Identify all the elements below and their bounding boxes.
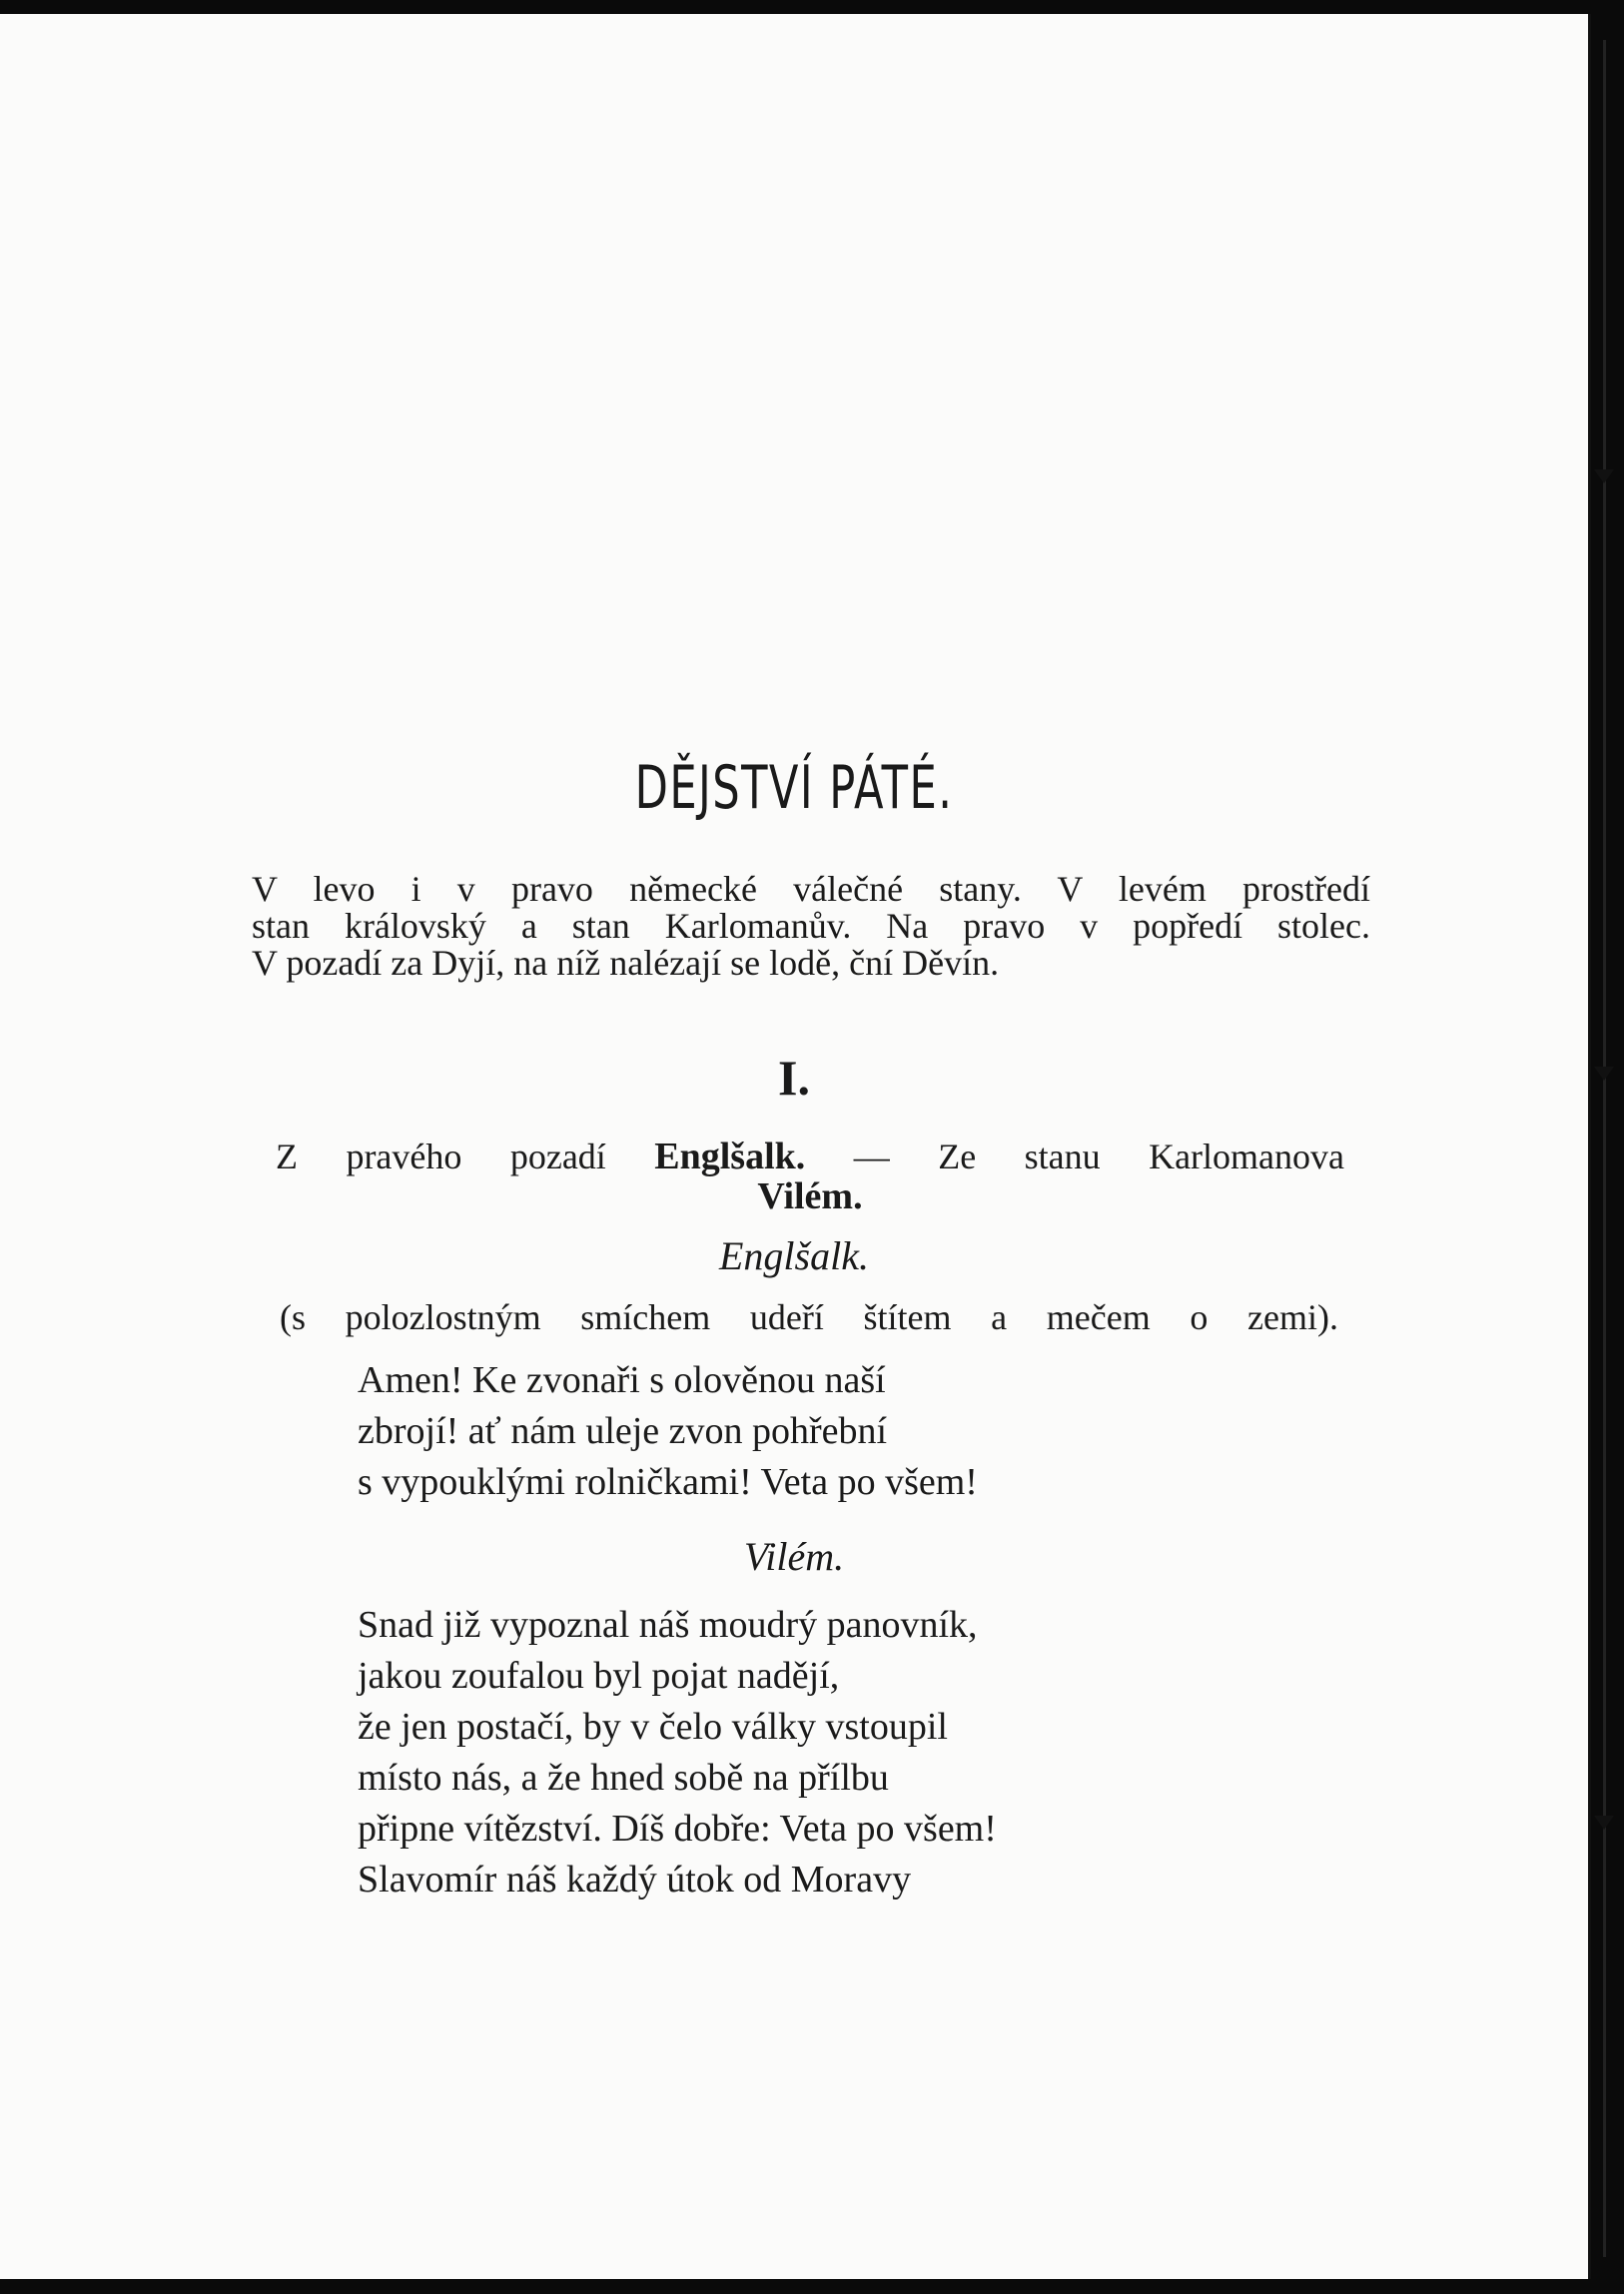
speaker-name: Englšalk. xyxy=(719,1233,869,1278)
entry-text: Z pravého pozadí xyxy=(276,1137,606,1176)
scene-number: I. xyxy=(778,1050,810,1106)
edge-marker-1 xyxy=(1594,469,1614,483)
verse-line: Amen! Ke zvonaři s olověnou naší xyxy=(358,1359,886,1401)
entry-character-name: Vilém. xyxy=(757,1175,863,1217)
stage-direction xyxy=(252,871,1370,982)
speech-verse xyxy=(358,1600,997,1906)
verse-line: místo nás, a že hned sobě na přílbu xyxy=(358,1757,889,1799)
speech-verse xyxy=(358,1355,978,1508)
entry-text: — Ze stanu Karlomanova xyxy=(853,1137,1344,1176)
act-title: DĚJSTVÍ PÁTÉ. xyxy=(634,753,954,823)
entry-character-name: Englšalk. xyxy=(654,1136,806,1177)
verse-line: že jen postačí, by v čelo války vstoupil xyxy=(358,1706,948,1748)
entry-line xyxy=(276,1137,1344,1176)
speaker-name: Vilém. xyxy=(743,1534,845,1579)
edge-marker-2 xyxy=(1594,1067,1614,1081)
verse-line: Snad již vypoznal náš moudrý panovník, xyxy=(358,1604,978,1646)
verse-line: jakou zoufalou byl pojat nadějí, xyxy=(358,1655,840,1697)
verse-line: Slavomír náš každý útok od Moravy xyxy=(358,1859,912,1901)
stage-direction-line: stan královský a stan Karlomanův. Na pravo v popředí stolec. xyxy=(252,906,1370,946)
verse-line: zbrojí! ať nám uleje zvon pohřební xyxy=(358,1410,888,1452)
page-edge-rule xyxy=(1603,40,1606,2257)
speech-direction: (s polozlostným smíchem udeří štítem a mečem o zemi). xyxy=(280,1297,1338,1337)
entry-direction xyxy=(276,1137,1344,1216)
stage-direction-line: V levo i v pravo německé válečné stany. V levém prostředí xyxy=(252,869,1370,909)
edge-marker-3 xyxy=(1594,1816,1614,1830)
verse-line: připne vítězství. Díš dobře: Veta po všem! xyxy=(358,1808,997,1850)
verse-line: s vypouklými rolničkami! Veta po všem! xyxy=(358,1461,978,1503)
stage-direction-line: V pozadí za Dyjí, na níž nalézají se lodě, ční Děvín. xyxy=(252,943,1000,983)
